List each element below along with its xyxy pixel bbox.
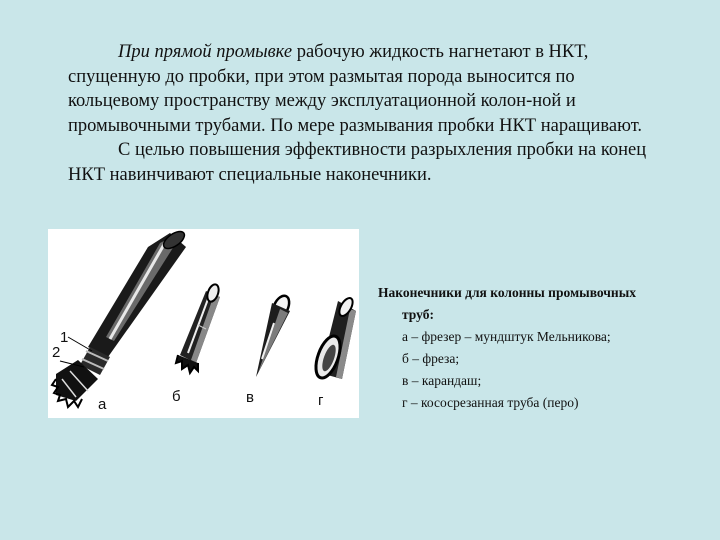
paragraph-tips: С целью повышения эффективности разрыхления пробки на конец НКТ навинчивают специальные наконечники.: [68, 140, 647, 185]
body-text: [68, 40, 668, 187]
label-tip-g: г: [318, 392, 324, 409]
tip-v-pencil-drawing: [256, 293, 292, 377]
tips-figure: [48, 229, 359, 418]
label-tip-a: а: [98, 396, 107, 413]
paragraph-1-rest: рабочую жидкость нагнетают в НКТ, спущенную до пробки, при этом размытая порода выносится по кольцевому пространству между эксплуатационной колон-ной и промывочными трубами. По мере размывания пробки НКТ наращивают.: [68, 42, 643, 136]
caption-title-line-2: труб:: [402, 307, 434, 322]
label-tip-v: в: [246, 389, 254, 406]
label-part-2: 2: [52, 344, 61, 361]
caption-title: [378, 282, 698, 326]
caption-item-g: г – кососрезанная труба (перо): [402, 395, 579, 410]
figure-caption: [378, 282, 698, 414]
italic-lead-phrase: При прямой промывке: [118, 42, 293, 62]
caption-title-line-1: Наконечники для колонны промывочных: [378, 285, 636, 300]
caption-item-a: а – фрезер – мундштук Мельникова;: [402, 329, 611, 344]
label-part-1: 1: [60, 329, 69, 346]
tip-g-oblique-cut-pipe-drawing: [311, 296, 356, 381]
paragraph-direct-flushing: [68, 40, 668, 138]
tip-a-mill-mouthpiece-drawing: [52, 229, 187, 407]
caption-item-b: б – фреза;: [402, 351, 460, 366]
label-tip-b: б: [172, 388, 181, 405]
tip-b-mill-drawing: [176, 283, 221, 373]
caption-item-v: в – карандаш;: [402, 373, 482, 388]
